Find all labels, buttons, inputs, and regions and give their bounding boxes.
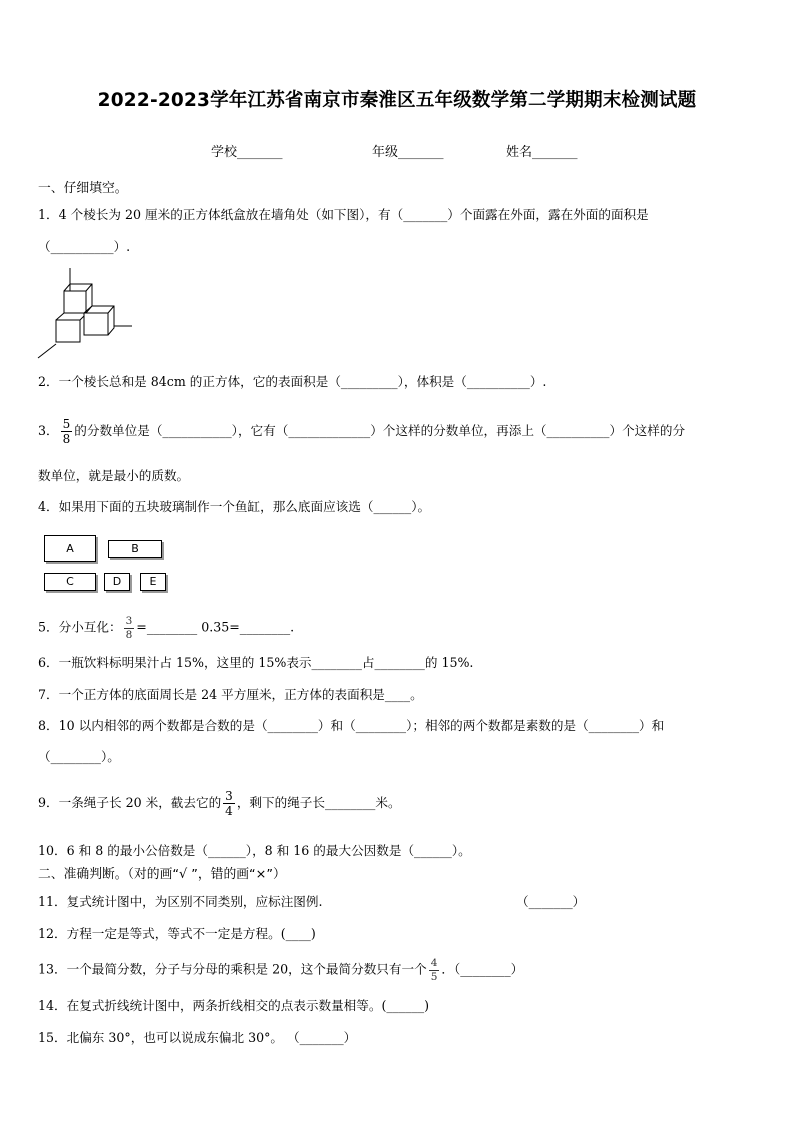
- fraction-three-eighths: [124, 616, 135, 640]
- question-7: 7．一个正方体的底面周长是 24 平方厘米，正方体的表面积是____。: [38, 687, 423, 702]
- question-13-prefix: 13．一个最简分数，分子与分母的乘积是 20，这个最简分数只有一个: [38, 961, 427, 977]
- glass-panel-e: E: [140, 573, 166, 591]
- fraction-denominator: 5: [430, 970, 438, 983]
- question-9-text: ，剩下的绳子长________米。: [236, 795, 401, 810]
- question-9-prefix: 9．一条绳子长 20 米，截去它的: [38, 795, 222, 810]
- fraction-numerator: 3: [225, 789, 233, 803]
- question-6: 6．一瓶饮料标明果汁占 15%，这里的 15%表示________占________的 15%.: [38, 655, 474, 670]
- school-field: 学校_______: [211, 145, 283, 160]
- fraction-numerator: 3: [125, 615, 133, 627]
- glass-panel-a: A: [44, 535, 96, 562]
- question-1-line-1: 1．4 个棱长为 20 厘米的正方体纸盒放在墙角处（如下图），有（_______）个面露在外面，露在外面的面积是: [38, 207, 649, 222]
- question-5: [38, 616, 294, 640]
- fraction-three-quarters: [223, 790, 235, 817]
- question-13: [38, 958, 523, 982]
- fraction-numerator: 5: [62, 417, 71, 431]
- fraction-four-fifths: [429, 958, 440, 982]
- question-11-text: 11．复式统计图中，为区别不同类别，应标注图例.: [38, 894, 323, 909]
- question-9: [38, 790, 401, 817]
- question-5-text: =________ 0.35=________.: [136, 619, 295, 635]
- cube-stack-figure: [36, 268, 136, 360]
- fraction-denominator: 8: [125, 628, 133, 641]
- grade-field: 年级_______: [372, 145, 444, 160]
- question-14: 14．在复式折线统计图中，两条折线相交的点表示数量相等。(______): [38, 998, 430, 1013]
- question-10: 10．6 和 8 的最小公倍数是（______），8 和 16 的最大公因数是（______）。: [38, 843, 471, 858]
- glass-panel-b: B: [108, 540, 162, 558]
- question-13-text: ．（________）: [441, 961, 524, 977]
- question-4: 4．如果用下面的五块玻璃制作一个鱼缸，那么底面应该选（______）。: [38, 499, 431, 514]
- fraction-numerator: 4: [430, 957, 438, 969]
- glass-panel-d: D: [104, 573, 130, 591]
- question-11-answer-blank: （_______）: [516, 894, 586, 909]
- question-15: 15．北偏东 30°，也可以说成东偏北 30°。 （_______）: [38, 1030, 357, 1045]
- question-2: 2．一个棱长总和是 84cm 的正方体，它的表面积是（_________），体积是（__________）.: [38, 374, 547, 389]
- section-1-heading: 一、仔细填空。: [38, 181, 128, 196]
- question-3-number: 3．: [38, 423, 59, 438]
- question-3-line-1: [38, 418, 685, 445]
- fraction-five-eighths: [61, 418, 73, 445]
- name-field: 姓名_______: [506, 145, 578, 160]
- glass-panel-c: C: [44, 573, 96, 591]
- question-3-line-2: 数单位，就是最小的质数。: [38, 468, 190, 483]
- question-12: 12．方程一定是等式，等式不一定是方程。(____): [38, 926, 316, 941]
- section-2-heading: 二、准确判断。（对的画“√ ”，错的画“×”）: [38, 867, 286, 882]
- question-8-line-2: （________）。: [38, 749, 120, 764]
- question-11: [38, 893, 323, 911]
- fraction-denominator: 4: [225, 804, 233, 818]
- question-3-text: 的分数单位是（___________），它有（_____________）个这样的分数单位，再添上（__________）个这样的分: [74, 423, 686, 438]
- fraction-denominator: 8: [62, 432, 71, 446]
- question-8-line-1: 8．10 以内相邻的两个数都是合数的是（________）和（________）；相邻的两个数都是素数的是（________）和: [38, 718, 665, 733]
- question-1-line-2: （__________）.: [38, 239, 131, 254]
- question-5-prefix: 5．分小互化：: [38, 619, 122, 635]
- page-title: 2022-2023学年江苏省南京市秦淮区五年级数学第二学期期末检测试题: [97, 90, 697, 111]
